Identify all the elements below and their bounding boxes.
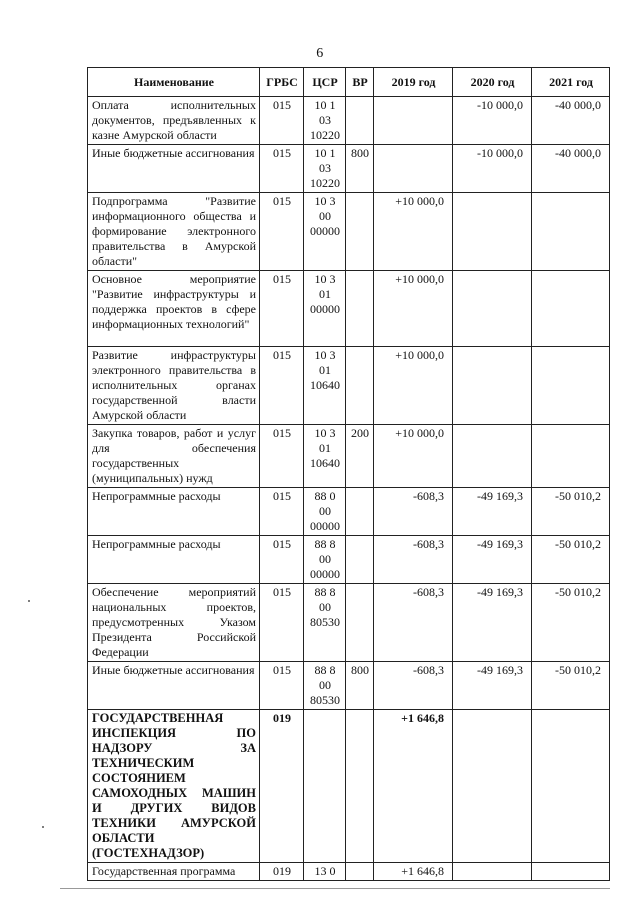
cell-csr <box>304 710 346 863</box>
cell-grbs: 015 <box>260 425 304 488</box>
cell-grbs: 015 <box>260 584 304 662</box>
table-row <box>88 193 610 271</box>
cell-csr: 88 8 00 80530 <box>304 662 346 710</box>
cell-2019: +10 000,0 <box>374 193 453 271</box>
cell-csr: 88 8 00 00000 <box>304 536 346 584</box>
cell-2021 <box>532 193 610 271</box>
table-row <box>88 863 610 881</box>
cell-vr <box>346 584 374 662</box>
cell-2021 <box>532 271 610 347</box>
cell-csr: 13 0 <box>304 863 346 881</box>
scan-speck <box>28 600 30 602</box>
cell-csr: 10 1 03 10220 <box>304 145 346 193</box>
cell-2019: +10 000,0 <box>374 271 453 347</box>
header-grbs: ГРБС <box>260 68 304 97</box>
cell-csr: 88 0 00 00000 <box>304 488 346 536</box>
cell-2019: -608,3 <box>374 662 453 710</box>
scan-speck <box>42 826 44 828</box>
cell-vr <box>346 488 374 536</box>
cell-2019: -608,3 <box>374 584 453 662</box>
cell-2020 <box>453 863 532 881</box>
table-row <box>88 425 610 488</box>
cell-name: Иные бюджетные ассигнования <box>88 662 260 710</box>
cell-2019: -608,3 <box>374 488 453 536</box>
cell-name: Иные бюджетные ассигнования <box>88 145 260 193</box>
cell-vr: 800 <box>346 145 374 193</box>
cell-2021: -50 010,2 <box>532 662 610 710</box>
header-name: Наименование <box>88 68 260 97</box>
cell-vr <box>346 271 374 347</box>
cell-2021: -50 010,2 <box>532 488 610 536</box>
header-2021: 2021 год <box>532 68 610 97</box>
cell-vr <box>346 536 374 584</box>
cell-2020 <box>453 425 532 488</box>
cell-2020 <box>453 710 532 863</box>
cell-2020: -49 169,3 <box>453 488 532 536</box>
cell-2019: +1 646,8 <box>374 710 453 863</box>
cell-2020 <box>453 347 532 425</box>
cell-2021 <box>532 425 610 488</box>
cell-2021: -50 010,2 <box>532 584 610 662</box>
cell-2019 <box>374 145 453 193</box>
cell-2020: -49 169,3 <box>453 662 532 710</box>
table-row <box>88 488 610 536</box>
cell-csr: 10 1 03 10220 <box>304 97 346 145</box>
cell-name: Государственная программа <box>88 863 260 881</box>
header-csr: ЦСР <box>304 68 346 97</box>
budget-table <box>87 67 610 881</box>
cell-vr <box>346 97 374 145</box>
table-row <box>88 584 610 662</box>
cell-csr: 88 8 00 80530 <box>304 584 346 662</box>
cell-grbs: 015 <box>260 145 304 193</box>
cell-grbs: 015 <box>260 193 304 271</box>
cell-name: Закупка товаров, работ и услуг для обеспечения государственных (муниципальных) нужд <box>88 425 260 488</box>
cell-2021 <box>532 710 610 863</box>
cell-2019: +1 646,8 <box>374 863 453 881</box>
cell-2020 <box>453 193 532 271</box>
cell-csr: 10 3 01 10640 <box>304 425 346 488</box>
cell-2021: -40 000,0 <box>532 97 610 145</box>
table-header-row <box>88 68 610 97</box>
table-row <box>88 536 610 584</box>
cell-grbs: 019 <box>260 710 304 863</box>
cell-2020: -49 169,3 <box>453 536 532 584</box>
cell-2021: -40 000,0 <box>532 145 610 193</box>
cell-name: Подпрограмма "Развитие информационного общества и формирование электронного правительства в Амурской области" <box>88 193 260 271</box>
header-vr: ВР <box>346 68 374 97</box>
cell-2020: -10 000,0 <box>453 97 532 145</box>
cell-2019: +10 000,0 <box>374 347 453 425</box>
table-row <box>88 145 610 193</box>
table-row <box>88 710 610 863</box>
cell-csr: 10 3 01 00000 <box>304 271 346 347</box>
cell-2021: -50 010,2 <box>532 536 610 584</box>
cell-name: Обеспечение мероприятий национальных проектов, предусмотренных Указом Президента Российской Федерации <box>88 584 260 662</box>
header-2019: 2019 год <box>374 68 453 97</box>
table-row <box>88 347 610 425</box>
cell-name: Основное мероприятие "Развитие инфраструктуры и поддержка проектов в сфере информационных технологий" <box>88 271 260 347</box>
page-number: 6 <box>316 46 324 61</box>
cell-grbs: 015 <box>260 97 304 145</box>
table-row <box>88 271 610 347</box>
cell-grbs: 019 <box>260 863 304 881</box>
cell-2020 <box>453 271 532 347</box>
cell-vr <box>346 347 374 425</box>
cell-2021 <box>532 347 610 425</box>
cell-grbs: 015 <box>260 662 304 710</box>
table-row <box>88 97 610 145</box>
cell-grbs: 015 <box>260 347 304 425</box>
cell-vr: 200 <box>346 425 374 488</box>
cell-2020: -10 000,0 <box>453 145 532 193</box>
cell-name: ГОСУДАРСТВЕННАЯ ИНСПЕКЦИЯ ПО НАДЗОРУ ЗА ТЕХНИЧЕСКИМ СОСТОЯНИЕМ САМОХОДНЫХ МАШИН И ДРУГИХ ВИДОВ ТЕХНИКИ АМУРСКОЙ ОБЛАСТИ (ГОСТЕХНАДЗОР) <box>88 710 260 863</box>
cell-name: Непрограммные расходы <box>88 488 260 536</box>
cell-csr: 10 3 01 10640 <box>304 347 346 425</box>
cell-grbs: 015 <box>260 488 304 536</box>
cell-2021 <box>532 863 610 881</box>
page-bottom-rule <box>60 888 610 889</box>
cell-2019: +10 000,0 <box>374 425 453 488</box>
cell-csr: 10 3 00 00000 <box>304 193 346 271</box>
cell-2019 <box>374 97 453 145</box>
cell-vr <box>346 710 374 863</box>
cell-grbs: 015 <box>260 271 304 347</box>
cell-name: Оплата исполнительных документов, предъявленных к казне Амурской области <box>88 97 260 145</box>
cell-2019: -608,3 <box>374 536 453 584</box>
header-2020: 2020 год <box>453 68 532 97</box>
cell-grbs: 015 <box>260 536 304 584</box>
cell-name: Непрограммные расходы <box>88 536 260 584</box>
table-row <box>88 662 610 710</box>
cell-vr: 800 <box>346 662 374 710</box>
cell-vr <box>346 863 374 881</box>
cell-vr <box>346 193 374 271</box>
cell-2020: -49 169,3 <box>453 584 532 662</box>
cell-name: Развитие инфраструктуры электронного правительства в исполнительных органах государственной власти Амурской области <box>88 347 260 425</box>
